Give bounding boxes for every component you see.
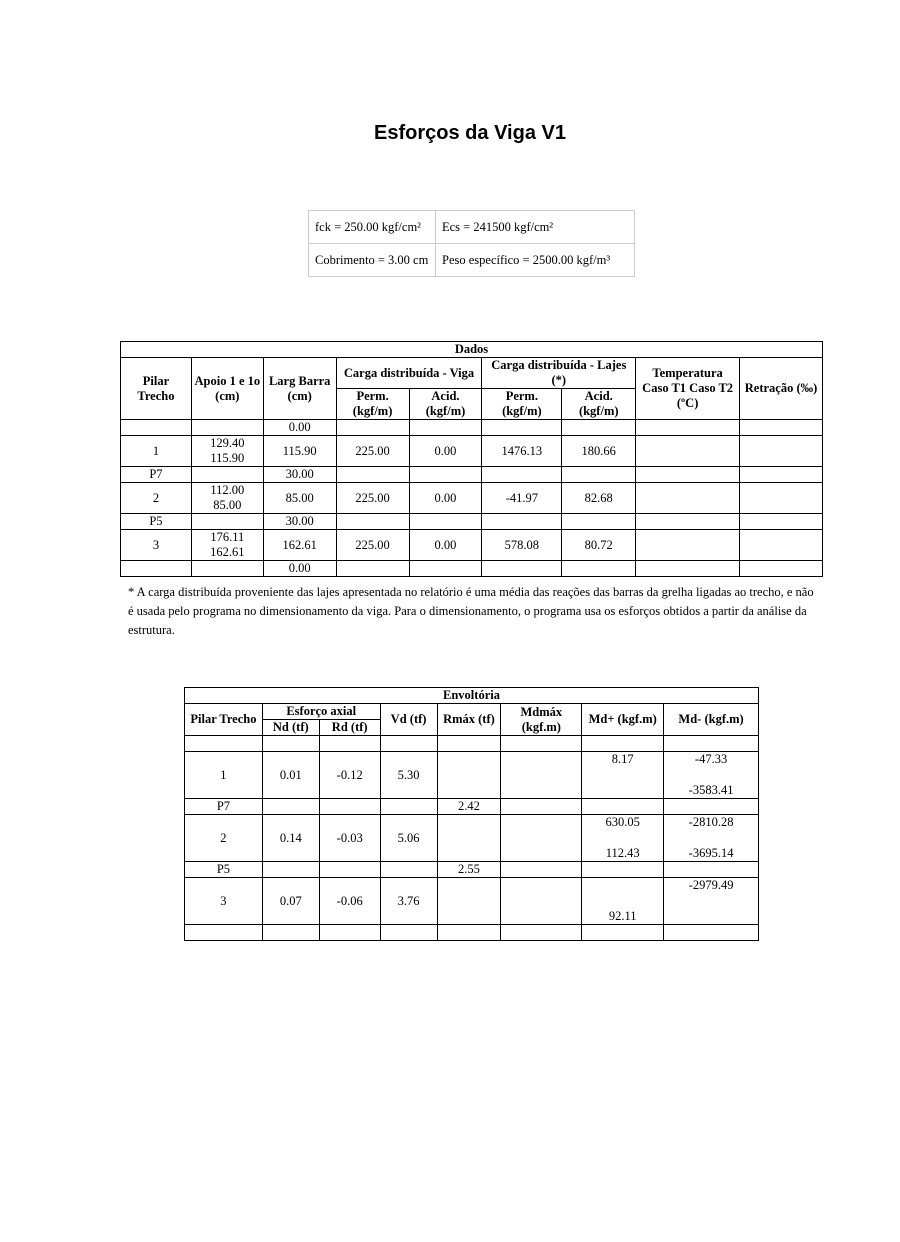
header-md-plus: Md+ (kgf.m) xyxy=(582,704,664,736)
pilar-cell: 1 xyxy=(185,752,263,799)
vd-cell: 3.76 xyxy=(380,878,437,925)
header-viga-acid: Acid. (kgf/m) xyxy=(409,389,482,420)
larg-cell: 162.61 xyxy=(263,530,336,561)
footnote: * A carga distribuída proveniente das lajes apresentada no relatório é uma média das reações das barras da grelha ligadas ao trecho, e não é usada pelo programa no dimensionamento da viga. Para o dimensionamento, o programa usa os esforços obtidos a partir da análise da estrutura. xyxy=(128,585,814,637)
table-row xyxy=(121,420,823,436)
larg-cell: 115.90 xyxy=(263,436,336,467)
header-lajes-perm: Perm. (kgf/m) xyxy=(482,389,562,420)
pilar-cell: 3 xyxy=(185,878,263,925)
viga-perm-cell: 225.00 xyxy=(336,483,409,514)
viga-acid-cell: 0.00 xyxy=(409,483,482,514)
pilar-cell: P7 xyxy=(121,467,192,483)
page-title: Esforços da Viga V1 xyxy=(374,122,566,144)
properties-table xyxy=(308,210,635,277)
viga-perm-cell: 225.00 xyxy=(336,530,409,561)
lajes-acid-cell: 80.72 xyxy=(562,530,636,561)
apoio-cell: 112.00 85.00 xyxy=(191,483,263,514)
vd-cell: 5.06 xyxy=(380,815,437,862)
pilar-cell: 3 xyxy=(121,530,192,561)
header-carga-lajes: Carga distribuída - Lajes (*) xyxy=(482,358,636,389)
larg-cell: 0.00 xyxy=(263,420,336,436)
lajes-perm-cell: 1476.13 xyxy=(482,436,562,467)
md-plus-cell: 8.17 xyxy=(582,752,664,799)
rd-cell: -0.06 xyxy=(319,878,380,925)
envoltoria-title: Envoltória xyxy=(185,688,759,704)
pilar-cell: 2 xyxy=(121,483,192,514)
table-row xyxy=(121,483,823,514)
larg-cell: 30.00 xyxy=(263,467,336,483)
table-row xyxy=(121,467,823,483)
pilar-cell: P5 xyxy=(185,862,263,878)
md-plus-cell: 92.11 xyxy=(582,878,664,925)
viga-perm-cell: 225.00 xyxy=(336,436,409,467)
header-apoio: Apoio 1 e 1o (cm) xyxy=(191,358,263,420)
md-minus-cell: -2810.28 -3695.14 xyxy=(664,815,759,862)
dados-table xyxy=(120,341,823,577)
table-row xyxy=(185,736,759,752)
header-rd: Rd (tf) xyxy=(319,720,380,736)
larg-cell: 0.00 xyxy=(263,561,336,577)
nd-cell: 0.07 xyxy=(262,878,319,925)
header-temperatura: Temperatura Caso T1 Caso T2 (ºC) xyxy=(636,358,740,420)
rd-cell: -0.03 xyxy=(319,815,380,862)
table-row xyxy=(185,815,759,862)
header-rmax: Rmáx (tf) xyxy=(437,704,501,736)
table-row xyxy=(185,878,759,925)
header-carga-viga: Carga distribuída - Viga xyxy=(336,358,482,389)
nd-cell: 0.14 xyxy=(262,815,319,862)
fck-value: fck = 250.00 kgf/cm² xyxy=(309,211,436,244)
table-row xyxy=(185,925,759,941)
header-vd: Vd (tf) xyxy=(380,704,437,736)
rmax-cell: 2.42 xyxy=(437,799,501,815)
lajes-acid-cell: 180.66 xyxy=(562,436,636,467)
nd-cell: 0.01 xyxy=(262,752,319,799)
header-retracao: Retração (‰) xyxy=(740,358,823,420)
envoltoria-table xyxy=(184,687,759,941)
table-row xyxy=(121,436,823,467)
md-minus-cell: -47.33 -3583.41 xyxy=(664,752,759,799)
table-row xyxy=(185,799,759,815)
lajes-perm-cell: -41.97 xyxy=(482,483,562,514)
header-larg-barra: Larg Barra (cm) xyxy=(263,358,336,420)
header-lajes-acid: Acid. (kgf/m) xyxy=(562,389,636,420)
rd-cell: -0.12 xyxy=(319,752,380,799)
header-md-minus: Md- (kgf.m) xyxy=(664,704,759,736)
vd-cell: 5.30 xyxy=(380,752,437,799)
table-row xyxy=(185,752,759,799)
ecs-value: Ecs = 241500 kgf/cm² xyxy=(436,211,635,244)
lajes-acid-cell: 82.68 xyxy=(562,483,636,514)
header-nd: Nd (tf) xyxy=(262,720,319,736)
rmax-cell: 2.55 xyxy=(437,862,501,878)
viga-acid-cell: 0.00 xyxy=(409,436,482,467)
cobrimento-value: Cobrimento = 3.00 cm xyxy=(309,244,436,277)
header-viga-perm: Perm. (kgf/m) xyxy=(336,389,409,420)
header-esforco-axial: Esforço axial xyxy=(262,704,380,720)
md-minus-cell: -2979.49 xyxy=(664,878,759,925)
viga-acid-cell: 0.00 xyxy=(409,530,482,561)
header-pilar-trecho: Pilar Trecho xyxy=(121,358,192,420)
table-row xyxy=(185,862,759,878)
dados-title: Dados xyxy=(121,342,823,358)
header-pilar-trecho: Pilar Trecho xyxy=(185,704,263,736)
md-plus-cell: 630.05 112.43 xyxy=(582,815,664,862)
larg-cell: 85.00 xyxy=(263,483,336,514)
header-mdmax: Mdmáx (kgf.m) xyxy=(501,704,582,736)
table-row xyxy=(121,561,823,577)
pilar-cell: P7 xyxy=(185,799,263,815)
larg-cell: 30.00 xyxy=(263,514,336,530)
lajes-perm-cell: 578.08 xyxy=(482,530,562,561)
table-row xyxy=(121,514,823,530)
apoio-cell: 176.11 162.61 xyxy=(191,530,263,561)
pilar-cell: P5 xyxy=(121,514,192,530)
table-row xyxy=(121,530,823,561)
apoio-cell: 129.40 115.90 xyxy=(191,436,263,467)
pilar-cell: 2 xyxy=(185,815,263,862)
peso-especifico-value: Peso específico = 2500.00 kgf/m³ xyxy=(436,244,635,277)
pilar-cell: 1 xyxy=(121,436,192,467)
